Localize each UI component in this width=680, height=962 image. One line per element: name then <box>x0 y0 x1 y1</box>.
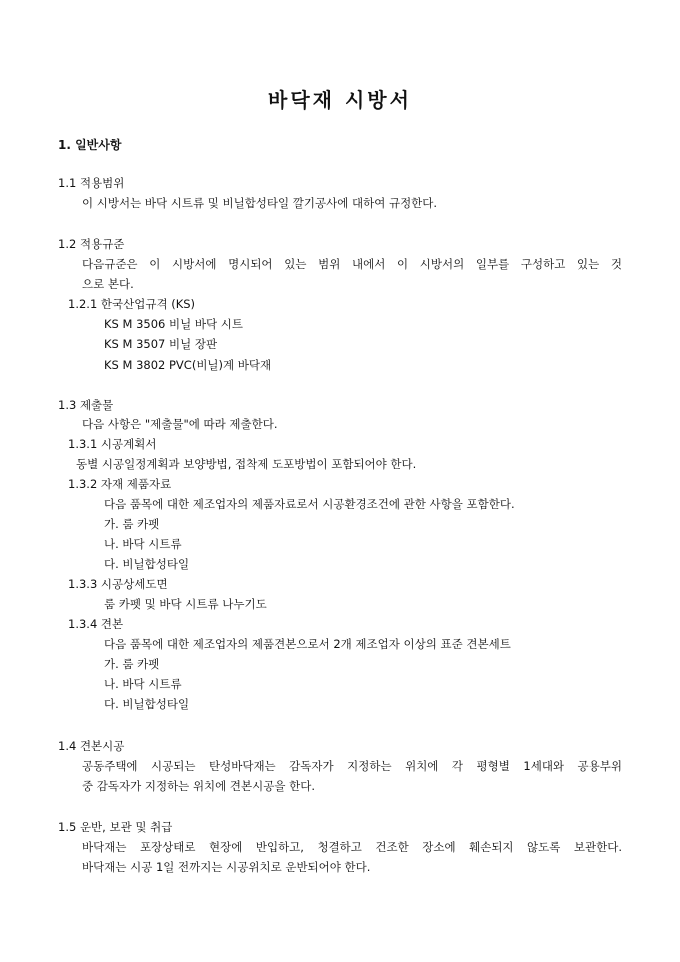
ks-item-1: KS M 3506 비닐 바닥 시트 <box>104 317 243 331</box>
section-1-3-1-text: 동별 시공일정계획과 보양방법, 접착제 도포방법이 포함되어야 한다. <box>76 457 417 471</box>
section-1-2-text-line1: 다음규준은 이 시방서에 명시되어 있는 범위 내에서 이 시방서의 일부를 구성하고 있는 것 <box>82 257 622 271</box>
section-1-2-text-line2: 으로 본다. <box>82 277 134 291</box>
section-1-4-text-line1: 공동주택에 시공되는 탄성바닥재는 감독자가 지정하는 위치에 각 평형별 1세대와 공용부위 <box>82 759 622 773</box>
section-1-3-2-heading: 1.3.2 자재 제품자료 <box>68 477 172 491</box>
section-1-3-4-heading: 1.3.4 견본 <box>68 617 124 631</box>
section-1-3-3-heading: 1.3.3 시공상세도면 <box>68 577 168 591</box>
ks-item-3: KS M 3802 PVC(비닐)계 바닥재 <box>104 358 272 372</box>
section-1-1-text: 이 시방서는 바닥 시트류 및 비닐합성타일 깔기공사에 대하여 규정한다. <box>82 196 438 210</box>
section-1-3-3-text: 룸 카펫 및 바닥 시트류 나누기도 <box>104 597 267 611</box>
section-1-3-2-text: 다음 품목에 대한 제조업자의 제품자료로서 시공환경조건에 관한 사항을 포함한다. <box>104 497 515 511</box>
section-1-4-text-line2: 중 감독자가 지정하는 위치에 견본시공을 한다. <box>82 779 316 793</box>
section-1-3-4-text: 다음 품목에 대한 제조업자의 제품견본으로서 2개 제조업자 이상의 표준 견본세트 <box>104 637 511 651</box>
document-title: 바닥재 시방서 <box>268 88 412 112</box>
section-1-3-text: 다음 사항은 "제출물"에 따라 제출한다. <box>82 417 278 431</box>
section-1-heading: 1. 일반사항 <box>58 138 122 152</box>
list-item: 가. 룸 카펫 <box>104 517 160 531</box>
list-item: 가. 룸 카펫 <box>104 657 160 671</box>
section-1-4-heading: 1.4 견본시공 <box>58 739 125 753</box>
section-1-3-1-heading: 1.3.1 시공계획서 <box>68 437 157 451</box>
section-1-5-heading: 1.5 운반, 보관 및 취급 <box>58 820 173 834</box>
section-1-2-1-heading: 1.2.1 한국산업규격 (KS) <box>68 297 196 311</box>
section-1-1-heading: 1.1 적용범위 <box>58 176 125 190</box>
list-item: 나. 바닥 시트류 <box>104 677 182 691</box>
section-1-2-heading: 1.2 적용규준 <box>58 237 125 251</box>
ks-item-2: KS M 3507 비닐 장판 <box>104 337 218 351</box>
list-item: 다. 비닐합성타일 <box>104 557 190 571</box>
list-item: 다. 비닐합성타일 <box>104 697 190 711</box>
section-1-5-text-line2: 바닥재는 시공 1일 전까지는 시공위치로 운반되어야 한다. <box>82 860 371 874</box>
section-1-3-heading: 1.3 제출물 <box>58 398 114 412</box>
list-item: 나. 바닥 시트류 <box>104 537 182 551</box>
section-1-5-text-line1: 바닥재는 포장상태로 현장에 반입하고, 청결하고 건조한 장소에 훼손되지 않도록 보관한다. <box>82 840 622 854</box>
